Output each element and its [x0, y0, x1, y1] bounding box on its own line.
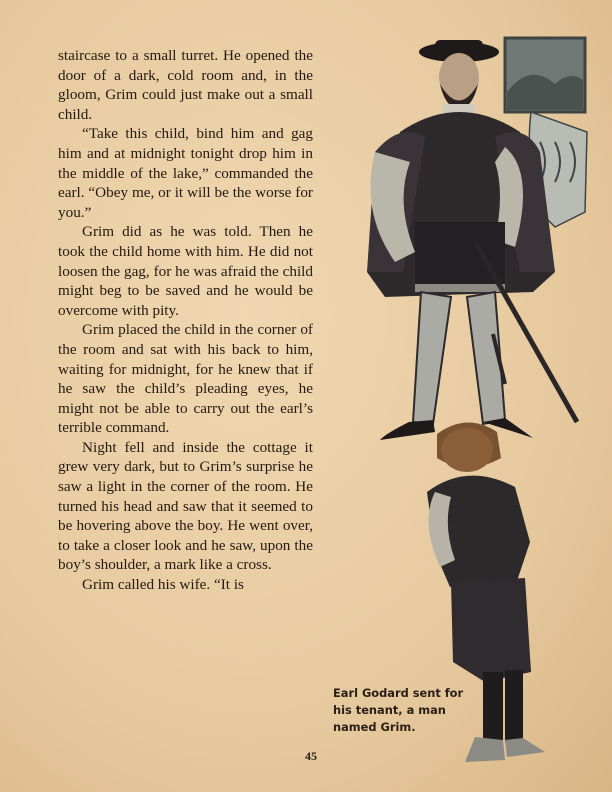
story-paragraph: Grim called his wife. “It is: [82, 576, 244, 594]
story-text: [58, 46, 313, 595]
story-paragraph: Grim placed the child in the corner of the room and sat with his back to him, waiting for midnight, for he knew that if he saw the child’s pleading eyes, he might not be able to carry out the earl’s terrible command.: [58, 321, 313, 437]
story-paragraph: “Take this child, bind him and gag him and at midnight tonight drop him in the middle of the lake,” commanded the earl. “Obey me, or it will be the worse for you.”: [58, 125, 313, 221]
illustration-caption: Earl Godard sent for his tenant, a man named Grim.: [333, 686, 464, 734]
story-paragraph: staircase to a small turret. He opened the door of a dark, cold room and, in the gloom, Grim could just make out a small child.: [58, 47, 313, 123]
illustration-earl-and-child: [355, 22, 595, 782]
story-paragraph: Night fell and inside the cottage it grew very dark, but to Grim’s surprise he saw a light in the corner of the room. He turned his head and saw that it seemed to be hovering above the boy. He went over, to take a closer look and he saw, upon the boy’s shoulder, a mark like a cross.: [58, 438, 313, 574]
story-paragraph: Grim did as he was told. Then he took the child home with him. He did not loosen the gag, for he was afraid the child might beg to be saved and he would be overcome with pity.: [58, 223, 313, 319]
page-number: 45: [305, 749, 317, 763]
